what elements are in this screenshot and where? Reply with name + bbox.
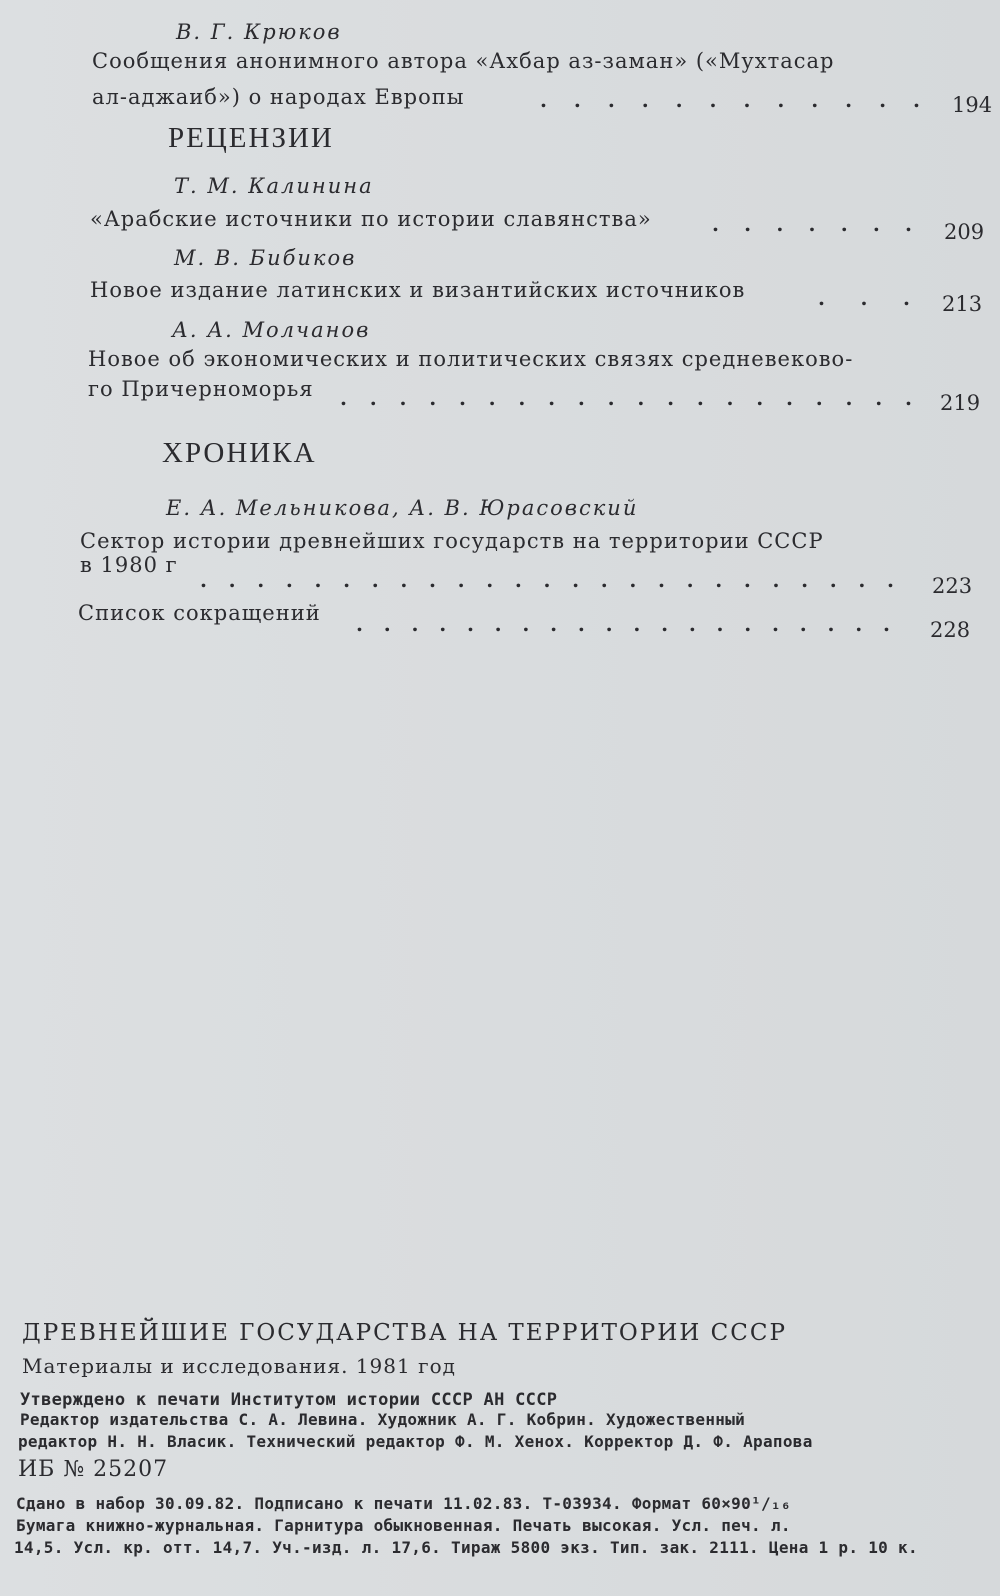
dot-leader: . . . . . . . . . . . . (540, 88, 920, 112)
toc-entry-title: Сообщения анонимного автора «Ахбар аз-заман» («Мухтасар (92, 49, 835, 73)
toc-entry-title: Новое издание латинских и византийских источников (90, 278, 746, 302)
toc-entry-title: Сектор истории древнейших государств на территории СССР (80, 529, 824, 553)
toc-entry-title: ал-аджаиб») о народах Европы (92, 85, 465, 109)
imprint-editors: редактор Н. Н. Власик. Технический редактор Ф. М. Хенох. Корректор Д. Ф. Арапова (18, 1432, 813, 1451)
imprint-print-data: Сдано в набор 30.09.82. Подписано к печати 11.02.83. Т-03934. Формат 60×90¹/₁₆ (16, 1494, 791, 1513)
section-heading-reviews: РЕЦЕНЗИИ (168, 122, 334, 154)
dot-leader: . . . . . . . (712, 212, 912, 236)
dot-leader: . . . . . . . . . . . . . . . . . . . . (356, 612, 890, 636)
dot-leader: . . . . . . . . . . . . . . . . . . . . (340, 386, 912, 410)
toc-entry-title: «Арабские источники по истории славянства» (90, 207, 652, 231)
toc-entry-title: го Причерноморья (88, 377, 314, 401)
toc-entry-title: в 1980 г (80, 553, 178, 577)
imprint-approval: Утверждено к печати Институтом истории СССР АН СССР (20, 1390, 558, 1410)
toc-page-number: 223 (932, 574, 973, 598)
toc-page-number: 194 (952, 93, 993, 117)
imprint-editors: Редактор издательства С. А. Левина. Художник А. Г. Кобрин. Художественный (20, 1410, 746, 1429)
toc-entry-title: Список сокращений (78, 601, 321, 625)
imprint-print-data: 14,5. Усл. кр. отт. 14,7. Уч.-изд. л. 17,6. Тираж 5800 экз. Тип. зак. 2111. Цена 1 р. 10 к. (14, 1538, 918, 1557)
toc-page-number: 219 (940, 391, 981, 415)
section-heading-chronicle: ХРОНИКА (162, 437, 317, 469)
toc-page-number: 228 (930, 618, 971, 642)
dot-leader: . . . . . . . . . . . . . . . . . . . . . . . . . (200, 568, 894, 592)
toc-author: Т. М. Калинина (174, 174, 374, 198)
toc-entry-title: Новое об экономических и политических связях средневеково- (88, 347, 854, 371)
imprint-print-data: Бумага книжно-журнальная. Гарнитура обыкновенная. Печать высокая. Усл. печ. л. (16, 1516, 791, 1535)
toc-page-number: 213 (942, 292, 983, 316)
toc-page-number: 209 (944, 220, 985, 244)
dot-leader: . . . (818, 286, 910, 310)
imprint-ib-number: ИБ № 25207 (18, 1457, 169, 1482)
imprint-title: ДРЕВНЕЙШИЕ ГОСУДАРСТВА НА ТЕРРИТОРИИ СССР (22, 1320, 787, 1346)
toc-author: А. А. Молчанов (172, 318, 371, 342)
toc-author: Е. А. Мельникова, А. В. Юрасовский (166, 496, 639, 520)
toc-author: В. Г. Крюков (176, 20, 342, 44)
imprint-subtitle: Материалы и исследования. 1981 год (22, 1354, 456, 1378)
toc-author: М. В. Бибиков (174, 246, 357, 270)
